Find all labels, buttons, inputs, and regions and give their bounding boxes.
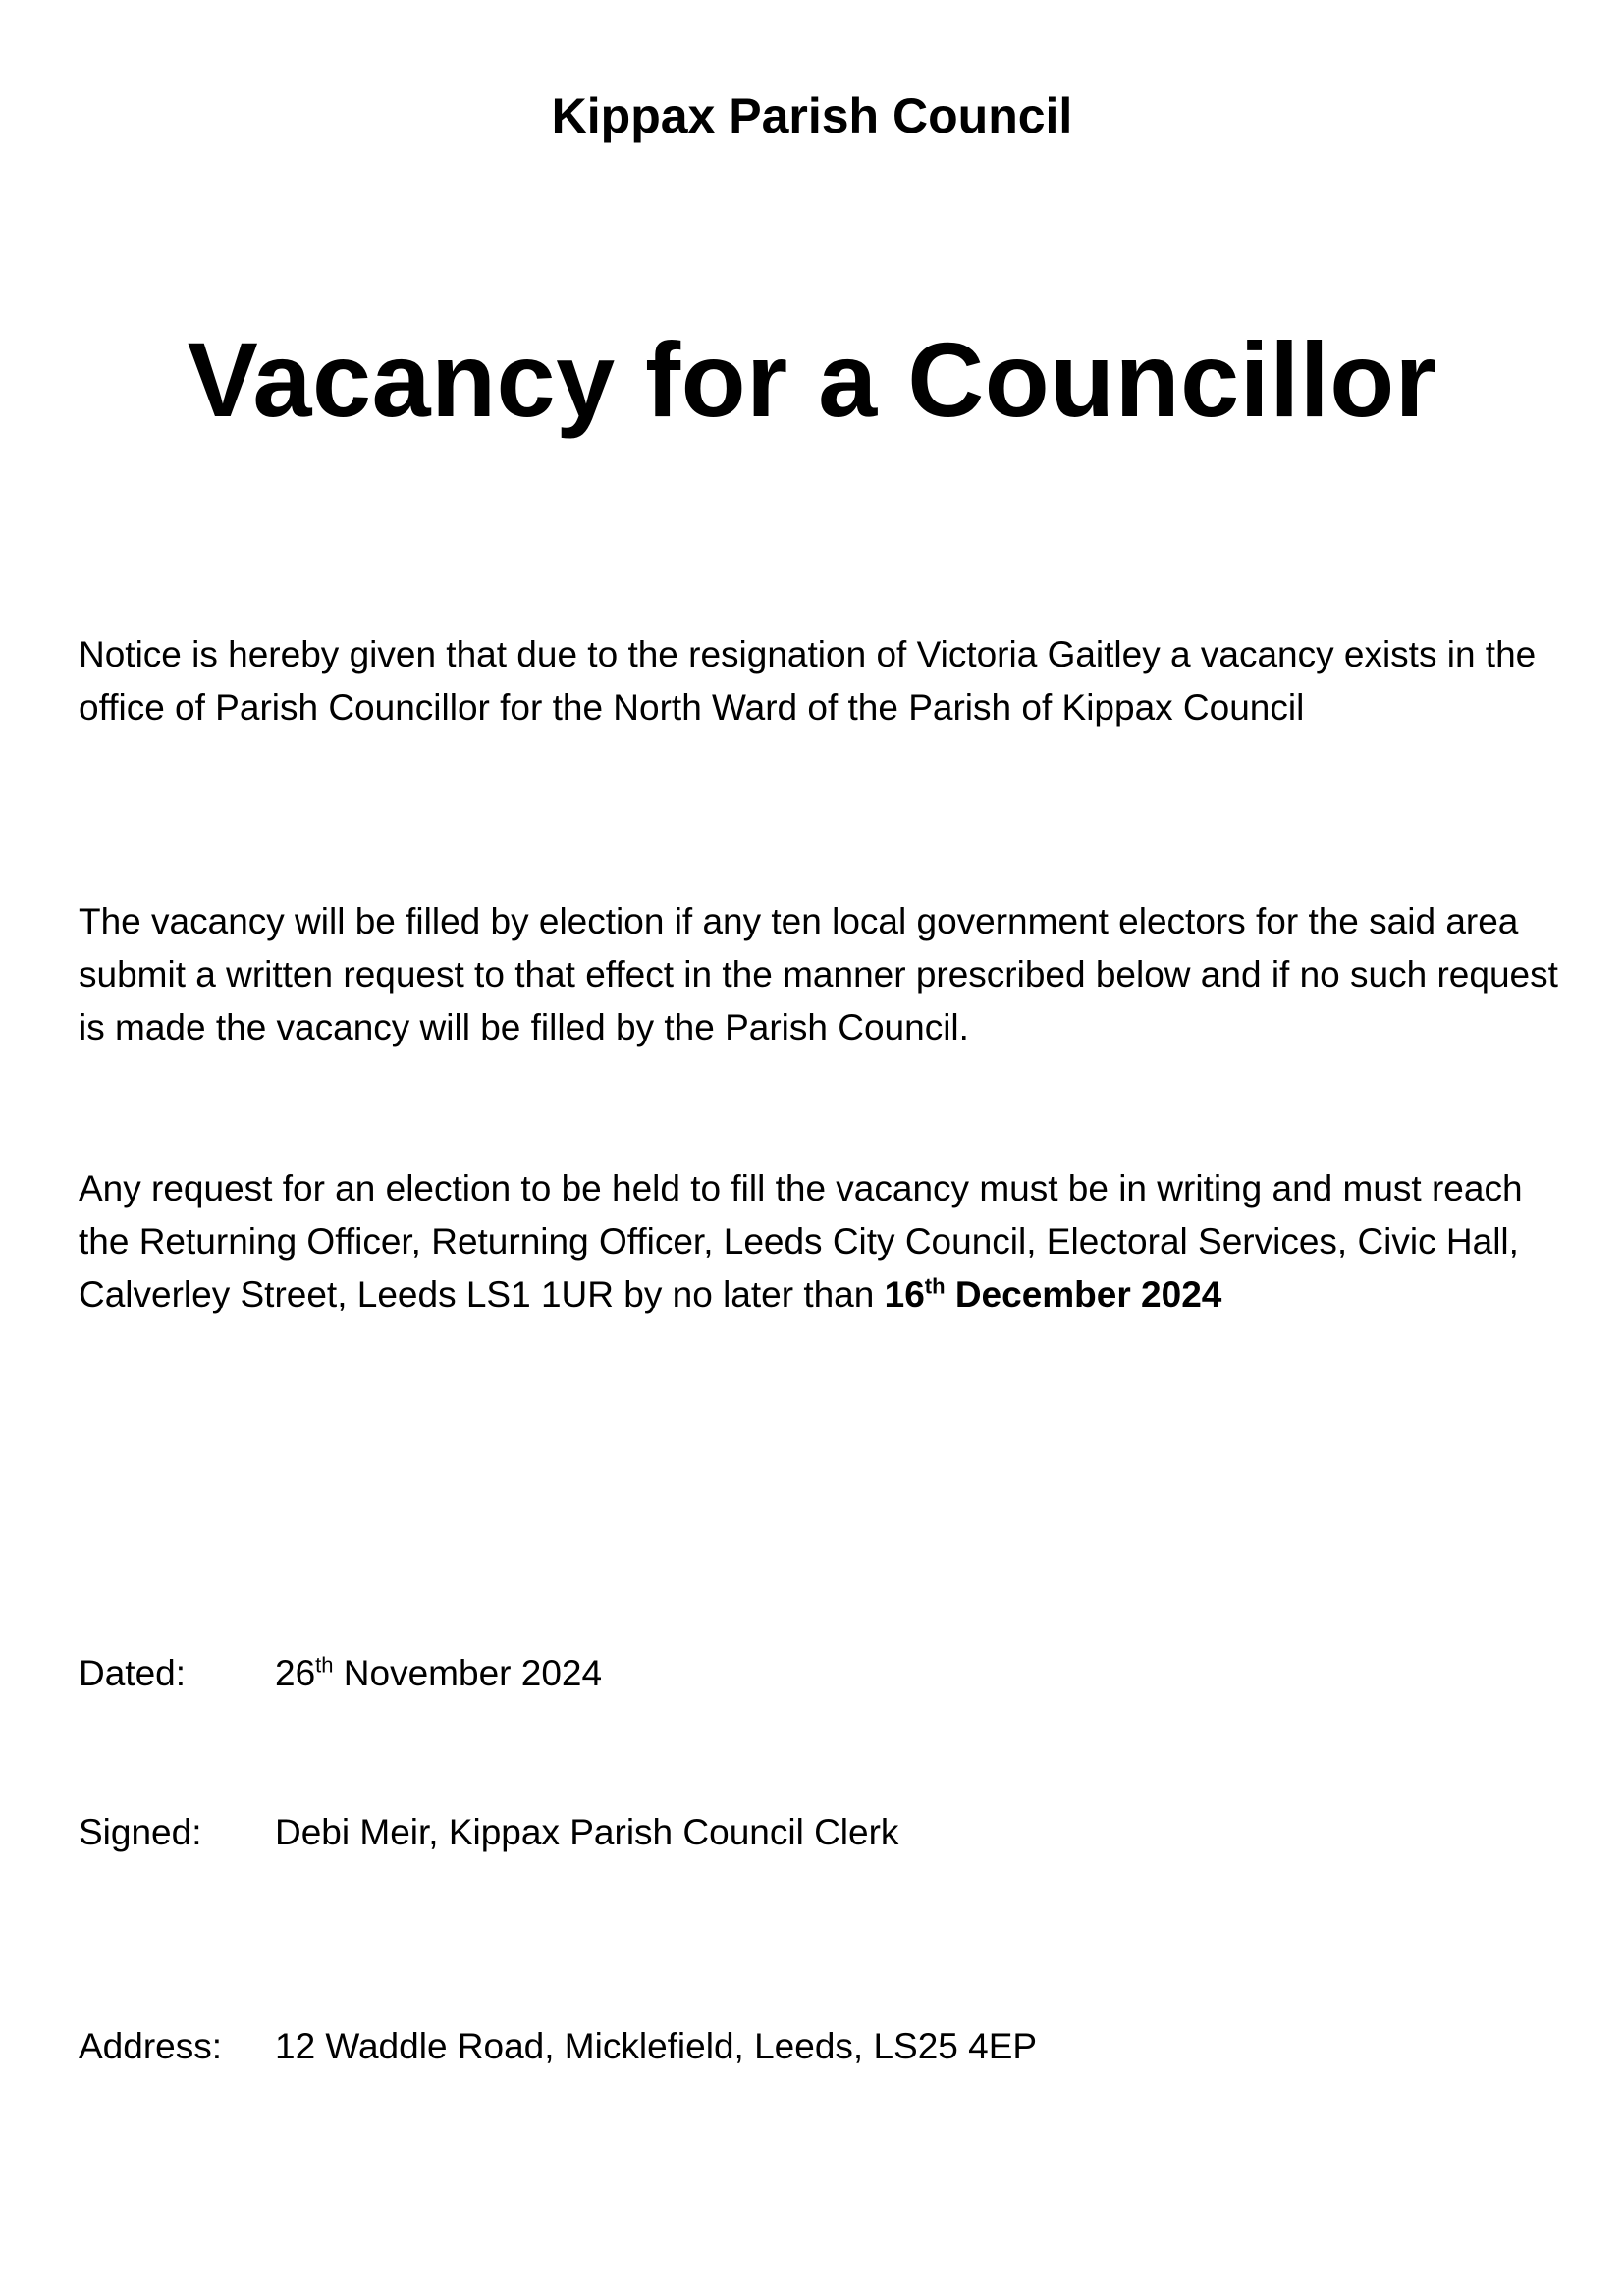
address-row — [79, 2020, 1571, 2073]
request-paragraph — [79, 1162, 1571, 1321]
deadline-month-year: December 2024 — [945, 1274, 1222, 1314]
resignation-paragraph: Notice is hereby given that due to the resignation of Victoria Gaitley a vacancy exists in the office of Parish Councillor for the North Ward of the Parish of Kippax Council — [79, 634, 1537, 727]
deadline-day: 16 — [884, 1274, 925, 1314]
signed-row — [79, 1806, 1571, 1859]
council-name: Kippax Parish Council — [551, 88, 1073, 143]
signed-value: Debi Meir, Kippax Parish Council Clerk — [275, 1812, 899, 1852]
notice-title: Vacancy for a Councillor — [187, 320, 1437, 439]
election-paragraph: The vacancy will be filled by election if any ten local government electors for the said area submit a written request to that effect in the manner prescribed below and if no such request is made the vacancy will be filled by the Parish Council. — [79, 901, 1558, 1047]
deadline-suffix: th — [924, 1273, 946, 1299]
request-text: Any request for an election to be held to fill the vacancy must be in writing and must reach the Returning Officer, Returning Officer, Leeds City Council, Electoral Services, Civic Hall, Calverley Street, Leeds LS1 1UR by no later than — [79, 1168, 1523, 1314]
dated-day: 26 — [275, 1653, 316, 1693]
deadline-date — [885, 1274, 1222, 1314]
signed-label: Signed: — [79, 1812, 202, 1852]
dated-value — [275, 1647, 1571, 1700]
dated-month-year: November 2024 — [333, 1653, 603, 1693]
address-label: Address: — [79, 2026, 223, 2066]
dated-suffix: th — [315, 1652, 334, 1678]
dated-label: Dated: — [79, 1653, 187, 1693]
dated-row — [79, 1647, 1571, 1700]
address-value: 12 Waddle Road, Micklefield, Leeds, LS25 4EP — [275, 2026, 1038, 2066]
